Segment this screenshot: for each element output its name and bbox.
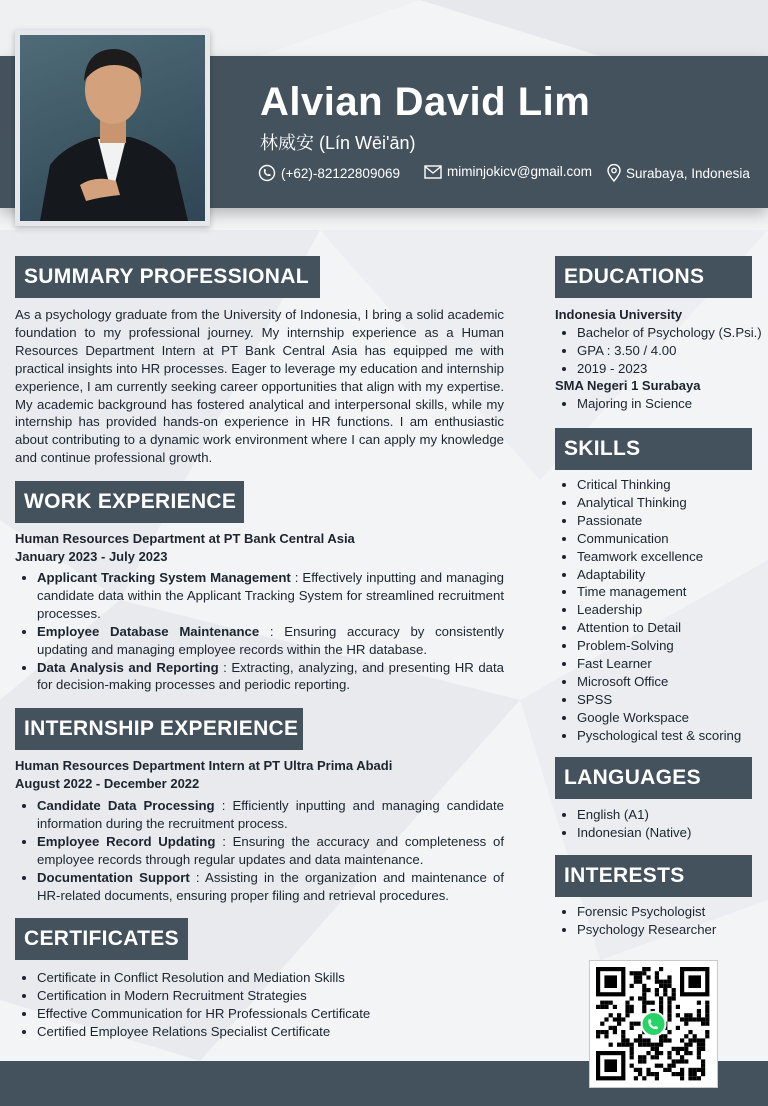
- qr-code-icon: [590, 961, 717, 1087]
- location-text: Surabaya, Indonesia: [626, 165, 750, 181]
- list-item: • Microsoft Office: [577, 673, 768, 691]
- education-details-list: [555, 324, 767, 378]
- list-item: • Certification in Modern Recruitment Strategies: [37, 987, 507, 1005]
- skills-section-title: SKILLS: [555, 428, 752, 470]
- candidate-name: Alvian David Lim: [260, 80, 591, 124]
- candidate-chinese-name: 林威安 (Lín Wēi'ān): [260, 133, 416, 153]
- list-item: • Employee Database Maintenance : Ensuring accuracy by consistently updating and managing employee records within the HR database.: [37, 623, 504, 659]
- summary-text: As a psychology graduate from the University of Indonesia, I bring a solid academic foundation to my professional journey. My internship experience as a Human Resources Department Intern at PT Bank Central Asia has equipped me with practical insights into HR processes. Eager to leverage my education and internship experience, I am currently seeking career opportunities that align with my expertise. My academic background has fostered analytical and interpersonal skills, while my internship has provided hands-on experience in HR functions. I am enthusiastic about contributing to a dynamic work environment where I can apply my knowledge and continue professional growth.: [15, 307, 504, 466]
- list-item: • Problem-Solving: [577, 637, 768, 655]
- list-item: • Adaptability: [577, 566, 768, 584]
- languages-section-title: LANGUAGES: [555, 757, 752, 799]
- list-item: • SPSS: [577, 691, 768, 709]
- languages-list: [555, 806, 768, 842]
- whatsapp-icon: [642, 1012, 666, 1036]
- internship-position: Human Resources Department Intern at PT Ultra Prima Abadi: [15, 758, 393, 773]
- work-duties-list: [15, 569, 504, 694]
- list-item: • Critical Thinking: [577, 476, 768, 494]
- phone-number: (+62)-82122809069: [281, 165, 400, 181]
- email-address: miminjokicv@gmail.com: [447, 164, 592, 179]
- list-item: • Employee Record Updating : Ensuring the accuracy and completeness of employee records through regular updates and data maintenance.: [37, 833, 504, 869]
- list-item: • Certificate in Conflict Resolution and Mediation Skills: [37, 969, 507, 987]
- list-item: • Pyschological test & scoring: [577, 727, 768, 745]
- list-item: • Candidate Data Processing : Efficiently inputting and managing candidate information during the recruitment process.: [37, 797, 504, 833]
- list-item: • Documentation Support : Assisting in the organization and maintenance of HR-related documents, ensuring proper filing and retrieval procedures.: [37, 869, 504, 905]
- list-item: • Psychology Researcher: [577, 921, 768, 939]
- work-section-title: WORK EXPERIENCE: [15, 481, 244, 523]
- work-period: January 2023 - July 2023: [15, 549, 168, 564]
- list-item: • Time management: [577, 583, 768, 601]
- list-item: • Data Analysis and Reporting : Extracting, analyzing, and presenting HR data for decision-making processes and periodic reporting.: [37, 659, 504, 695]
- list-item: • Majoring in Science: [577, 395, 767, 413]
- list-item: • Teamwork excellence: [577, 548, 768, 566]
- list-item: • Google Workspace: [577, 709, 768, 727]
- contact-info: [258, 164, 758, 188]
- internship-period: August 2022 - December 2022: [15, 776, 200, 791]
- list-item: • English (A1): [577, 806, 768, 824]
- certificates-list: [15, 969, 507, 1041]
- list-item: • GPA : 3.50 / 4.00: [577, 342, 767, 360]
- list-item: • Analytical Thinking: [577, 494, 768, 512]
- internship-duties-list: [15, 797, 504, 904]
- list-item: • Fast Learner: [577, 655, 768, 673]
- whatsapp-qr-code[interactable]: [589, 960, 718, 1088]
- list-item: • Attention to Detail: [577, 619, 768, 637]
- list-item: • Effective Communication for HR Professionals Certificate: [37, 1005, 507, 1023]
- list-item: • Indonesian (Native): [577, 824, 768, 842]
- profile-photo-frame: [15, 30, 210, 226]
- list-item: • 2019 - 2023: [577, 360, 767, 378]
- list-item: • Applicant Tracking System Management : Effectively inputting and managing candidate data within the Applicant Tracking System for streamlined recruitment processes.: [37, 569, 504, 623]
- location-pin-icon: [607, 164, 621, 182]
- location-contact: [607, 164, 750, 182]
- education-details-list: [555, 395, 767, 413]
- list-item: • Forensic Psychologist: [577, 903, 768, 921]
- interests-section-title: INTERESTS: [555, 855, 752, 897]
- educations-section-title: EDUCATIONS: [555, 256, 752, 298]
- email-icon: [424, 165, 442, 179]
- interests-list: [555, 903, 768, 939]
- certificates-section-title: CERTIFICATES: [15, 918, 188, 960]
- profile-photo: [20, 35, 205, 221]
- education-school-name: Indonesia University: [555, 307, 683, 322]
- list-item: • Leadership: [577, 601, 768, 619]
- education-school-name: SMA Negeri 1 Surabaya: [555, 378, 701, 393]
- email-contact[interactable]: [424, 164, 592, 179]
- internship-section-title: INTERNSHIP EXPERIENCE: [15, 708, 303, 750]
- list-item: • Bachelor of Psychology (S.Psi.): [577, 324, 767, 342]
- list-item: • Passionate: [577, 512, 768, 530]
- phone-icon: [258, 164, 276, 182]
- skills-list: [555, 476, 768, 745]
- work-position: Human Resources Department at PT Bank Central Asia: [15, 531, 355, 546]
- list-item: • Certified Employee Relations Specialist Certificate: [37, 1023, 507, 1041]
- list-item: • Communication: [577, 530, 768, 548]
- summary-section-title: SUMMARY PROFESSIONAL: [15, 256, 320, 298]
- phone-contact[interactable]: [258, 164, 400, 182]
